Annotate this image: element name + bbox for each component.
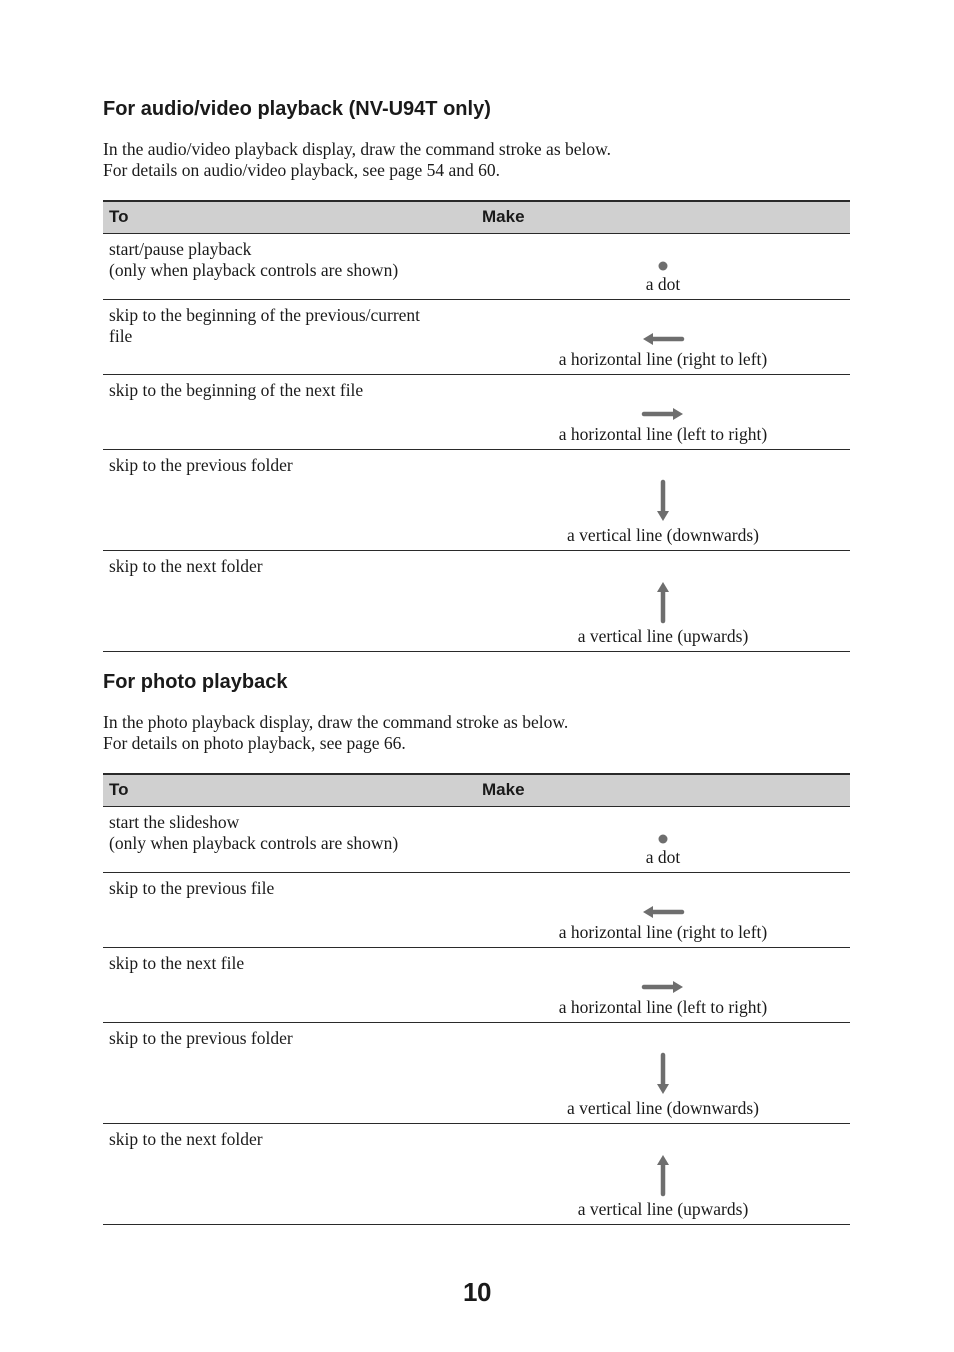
cell-to: skip to the previous folder bbox=[103, 1023, 476, 1124]
gesture-label: a horizontal line (right to left) bbox=[558, 921, 768, 942]
section-audio-video bbox=[103, 97, 850, 652]
gesture-label: a vertical line (downwards) bbox=[567, 1097, 759, 1118]
arrow-left-icon bbox=[641, 331, 685, 347]
table-row bbox=[103, 375, 850, 450]
gesture-label: a vertical line (downwards) bbox=[567, 524, 759, 545]
table-row bbox=[103, 551, 850, 652]
arrow-up-icon bbox=[655, 1153, 671, 1197]
page-number: 10 bbox=[463, 1277, 491, 1307]
gesture-label: a vertical line (upwards) bbox=[577, 625, 749, 646]
intro-line: In the audio/video playback display, draw the command stroke as below. bbox=[103, 139, 612, 159]
section-intro bbox=[103, 712, 850, 753]
cell-to: skip to the beginning of the next file bbox=[103, 375, 476, 450]
cell-make bbox=[476, 234, 850, 300]
table-row bbox=[103, 450, 850, 551]
cell-make bbox=[476, 375, 850, 450]
section-heading: For photo playback bbox=[103, 671, 288, 693]
cell-to: start/pause playback (only when playback controls are shown) bbox=[103, 234, 476, 300]
table-row bbox=[103, 234, 850, 300]
cell-to: start the slideshow (only when playback controls are shown) bbox=[103, 807, 476, 873]
table-row bbox=[103, 300, 850, 375]
cell-to: skip to the next folder bbox=[103, 1124, 476, 1225]
cell-to: skip to the next folder bbox=[103, 551, 476, 652]
command-table bbox=[103, 200, 850, 652]
table-row bbox=[103, 807, 850, 873]
column-header-make: Make bbox=[476, 774, 850, 807]
column-header-to: To bbox=[103, 201, 476, 234]
gesture-label: a horizontal line (left to right) bbox=[558, 996, 768, 1017]
cell-to: skip to the next file bbox=[103, 948, 476, 1023]
table-header-row bbox=[103, 774, 850, 807]
arrow-right-icon bbox=[641, 979, 685, 995]
cell-make bbox=[476, 873, 850, 948]
intro-line: In the photo playback display, draw the command stroke as below. bbox=[103, 712, 569, 732]
section-photo bbox=[103, 670, 850, 1225]
arrow-down-icon bbox=[655, 1052, 671, 1096]
column-header-make: Make bbox=[476, 201, 850, 234]
table-row bbox=[103, 1124, 850, 1225]
command-table bbox=[103, 773, 850, 1225]
gesture-label: a dot bbox=[645, 846, 681, 867]
table-row bbox=[103, 948, 850, 1023]
cell-make bbox=[476, 551, 850, 652]
column-header-to: To bbox=[103, 774, 476, 807]
gesture-label: a dot bbox=[645, 273, 681, 294]
table-body bbox=[103, 234, 850, 652]
cell-to: skip to the beginning of the previous/current file bbox=[103, 300, 476, 375]
section-intro bbox=[103, 139, 850, 180]
dot-icon bbox=[657, 260, 669, 272]
intro-line: For details on photo playback, see page 66. bbox=[103, 732, 406, 753]
dot-icon bbox=[657, 833, 669, 845]
section-heading: For audio/video playback (NV-U94T only) bbox=[103, 98, 491, 120]
cell-make bbox=[476, 948, 850, 1023]
cell-make bbox=[476, 300, 850, 375]
table-header-row bbox=[103, 201, 850, 234]
gesture-label: a vertical line (upwards) bbox=[577, 1198, 749, 1219]
table-row bbox=[103, 873, 850, 948]
table-row bbox=[103, 1023, 850, 1124]
arrow-up-icon bbox=[655, 580, 671, 624]
cell-make bbox=[476, 450, 850, 551]
cell-to: skip to the previous file bbox=[103, 873, 476, 948]
intro-line: For details on audio/video playback, see page 54 and 60. bbox=[103, 159, 501, 180]
gesture-label: a horizontal line (right to left) bbox=[558, 348, 768, 369]
arrow-left-icon bbox=[641, 904, 685, 920]
gesture-label: a horizontal line (left to right) bbox=[558, 423, 768, 444]
cell-make bbox=[476, 1023, 850, 1124]
table-body bbox=[103, 807, 850, 1225]
cell-make bbox=[476, 1124, 850, 1225]
arrow-right-icon bbox=[641, 406, 685, 422]
arrow-down-icon bbox=[655, 479, 671, 523]
cell-make bbox=[476, 807, 850, 873]
cell-to: skip to the previous folder bbox=[103, 450, 476, 551]
